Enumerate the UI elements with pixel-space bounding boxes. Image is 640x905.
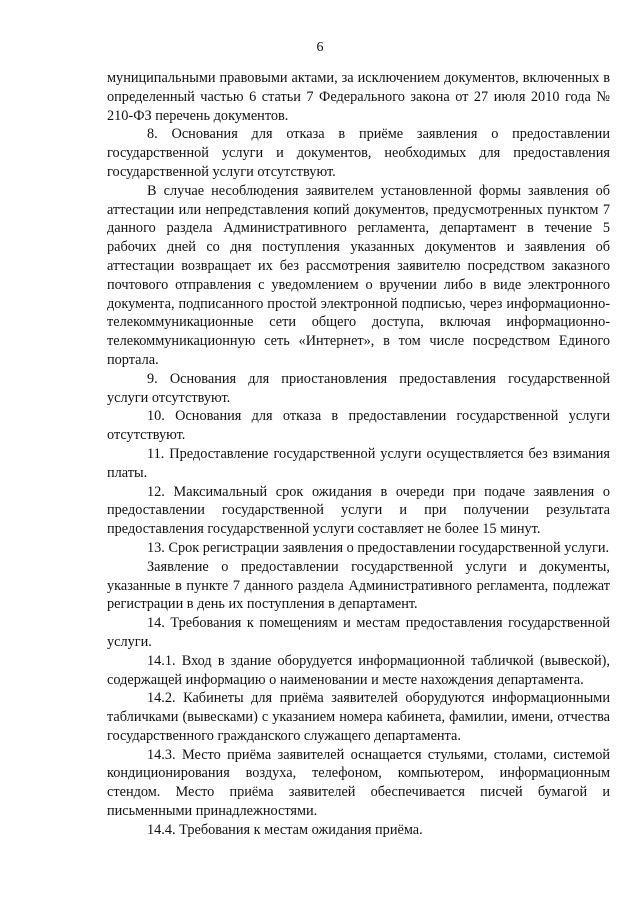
paragraph: 8. Основания для отказа в приёме заявления о предоставлении государственной услуги и документов, необходимых для предоставления государственной услуги отсутствуют. xyxy=(107,126,610,180)
paragraph: 11. Предоставление государственной услуги осуществляется без взимания платы. xyxy=(107,445,610,481)
paragraph: 14.2. Кабинеты для приёма заявителей оборудуются информационными табличками (вывесками) с указанием номера кабинета, фамилии, имени, отчества государственного гражданского служащего департамента. xyxy=(107,690,610,744)
paragraph: муниципальными правовыми актами, за исключением документов, включенных в определенный частью 6 статьи 7 Федерального закона от 27 июля 2010 года № 210-ФЗ перечень документов. xyxy=(107,70,610,124)
paragraph: 14.3. Место приёма заявителей оснащается стульями, столами, системой кондиционирования воздуха, телефоном, компьютером, информационным стендом. Место приёма заявителей обеспечивается писчей бумагой и письменными принадлежностями. xyxy=(107,746,610,820)
paragraph: 13. Срок регистрации заявления о предоставлении государственной услуги. xyxy=(147,539,610,556)
page-number: 6 xyxy=(316,40,324,55)
paragraph: 9. Основания для приостановления предоставления государственной услуги отсутствуют. xyxy=(107,370,610,406)
paragraph: Заявление о предоставлении государственной услуги и документы, указанные в пункте 7 данного раздела Административного регламента, подлежат регистрации в день их поступления в департамент. xyxy=(107,558,610,613)
paragraph: В случае несоблюдения заявителем установленной формы заявления об аттестации или непредставления копий документов, предусмотренных пунктом 7 данного раздела Административного регламента, департамент в течение 5 рабочих дней со дня поступления указанных документов и заявления об аттестации возвращает их без рассмотрения заявителю посредством заказного почтового отправления с уведомлением о вручении либо в виде электронного документа, подписанного простой электронной подписью, через информационно-телекоммуникационные сети общего доступа, включая информационно-телекоммуникационную сеть «Интернет», в том числе посредством Единого портала. xyxy=(107,182,610,368)
paragraph: 14.4. Требования к местам ожидания приёма. xyxy=(147,821,423,838)
paragraph: 14. Требования к помещениям и местам предоставления государственной услуги. xyxy=(107,615,610,650)
paragraph: 14.1. Вход в здание оборудуется информационной табличкой (вывеской), содержащей информацию о наименовании и месте нахождения департамента. xyxy=(107,652,610,688)
document-body xyxy=(107,69,610,840)
paragraph: 12. Максимальный срок ожидания в очереди при подаче заявления о предоставлении государственной услуги и при получении результата предоставления государственной услуги составляет не более 15 минут. xyxy=(107,483,610,538)
paragraph: 10. Основания для отказа в предоставлении государственной услуги отсутствуют. xyxy=(107,408,610,444)
